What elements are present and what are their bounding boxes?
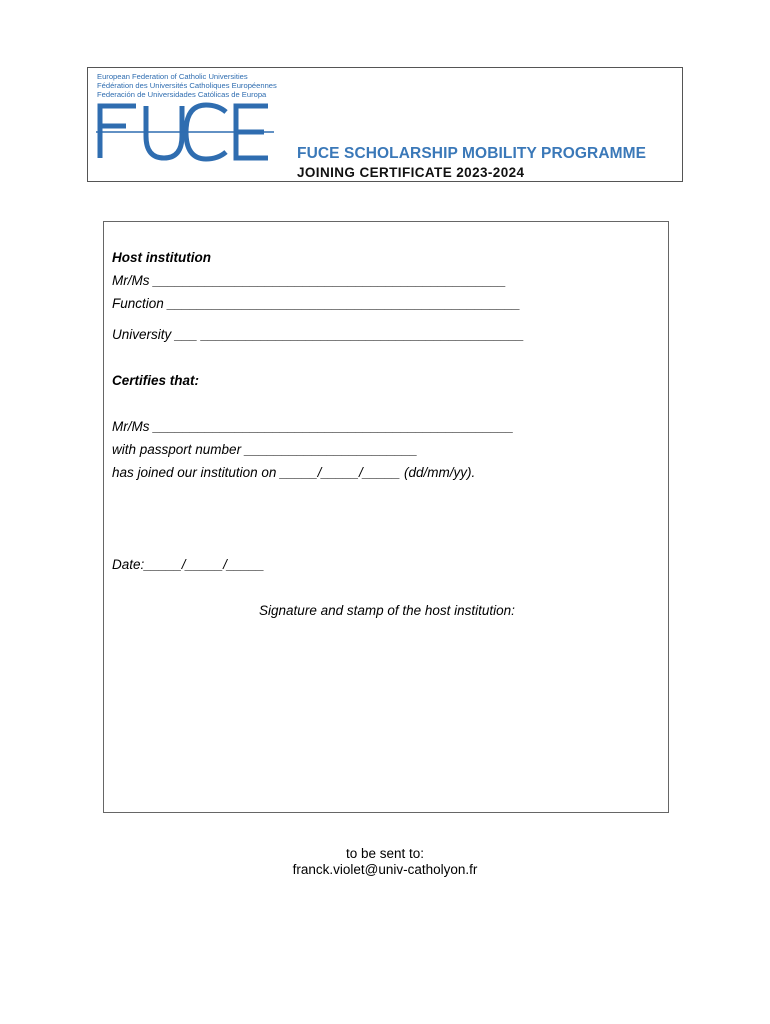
contact-email[interactable]: franck.violet@univ-catholyon.fr — [292, 862, 478, 877]
host-institution-heading: Host institution — [112, 250, 211, 265]
host-university-field[interactable]: University ___ ___________________________________________ — [112, 327, 525, 342]
logo-caption — [97, 72, 277, 99]
host-mr-ms-field[interactable]: Mr/Ms _______________________________________________ — [112, 273, 507, 288]
student-mr-ms-field[interactable]: Mr/Ms ________________________________________________ — [112, 419, 514, 434]
header-box — [87, 67, 683, 182]
date-field[interactable]: Date:_____/_____/_____ — [112, 557, 265, 572]
host-function-field[interactable]: Function _______________________________________________ — [112, 296, 521, 311]
certifies-heading: Certifies that: — [112, 373, 200, 388]
logo-line-es: Federación de Universidades Católicas de Europa — [97, 90, 267, 99]
signature-label: Signature and stamp of the host institution: — [259, 603, 515, 618]
logo-line-fr: Fédération des Universités Catholiques Européennes — [97, 81, 277, 90]
footer — [0, 846, 770, 878]
joined-date-field[interactable]: has joined our institution on _____/_____/_____ (dd/mm/yy). — [112, 465, 476, 480]
fuce-logo — [96, 102, 276, 162]
sent-to-label: to be sent to: — [345, 846, 425, 861]
passport-number-field[interactable]: with passport number _______________________ — [112, 442, 418, 457]
certificate-form — [103, 221, 669, 813]
certificate-title: JOINING CERTIFICATE 2023-2024 — [297, 165, 525, 180]
programme-title: FUCE SCHOLARSHIP MOBILITY PROGRAMME — [297, 145, 647, 162]
logo-line-en: European Federation of Catholic Universities — [97, 72, 248, 81]
